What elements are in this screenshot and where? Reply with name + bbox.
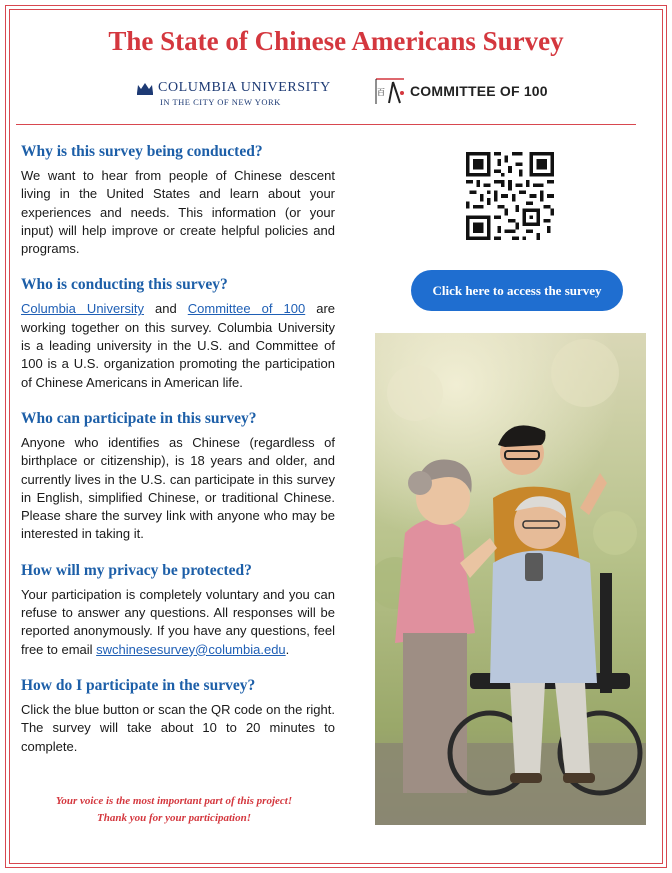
qr-code-icon[interactable] [466, 152, 554, 240]
committee-of-100-logo [374, 77, 548, 107]
body-who-participate: Anyone who identifies as Chinese (regardless of birthplace or citizenship), is 18 years and older, and currently lives in the U.S. can participate in this survey in English, simplified Chinese, or traditional Chinese. Please share the survey link with anyone who may be interested in taking it. [21, 434, 335, 542]
heading-privacy: How will my privacy be protected? [21, 561, 252, 579]
section-who-participate [21, 410, 335, 544]
header-divider [16, 124, 636, 125]
email-link[interactable]: swchinesesurvey@columbia.edu [96, 641, 286, 657]
page-title: The State of Chinese Americans Survey [108, 26, 564, 56]
access-survey-button[interactable]: Click here to access the survey [411, 270, 623, 311]
section-who-conducting [21, 276, 335, 391]
and-text: and [144, 301, 188, 317]
heading-how: How do I participate in the survey? [21, 676, 256, 694]
section-privacy [21, 562, 335, 659]
body-how: Click the blue button or scan the QR code on the right. The survey will take about 10 to 20 minutes to complete. [21, 701, 335, 754]
body-who-conducting [21, 300, 335, 391]
columbia-logo [136, 78, 331, 108]
columbia-link[interactable]: Columbia University [21, 301, 145, 317]
privacy-tail: . [285, 641, 290, 657]
body-privacy [21, 586, 335, 659]
who-conducting-text: are working together on this survey. Columbia University is a leading university in the U.S. and Committee of 100 is a U.S. organization promoting the participation of Chinese Americans in American life. [21, 301, 336, 390]
columbia-name: COLUMBIA UNIVERSITY [158, 80, 331, 95]
crown-icon [136, 81, 154, 95]
heading-who-participate: Who can participate in this survey? [21, 409, 257, 427]
columbia-subtitle: IN THE CITY OF NEW YORK [160, 97, 281, 107]
closing-line-1: Your voice is the most important part of this project! [55, 795, 293, 807]
section-how [21, 677, 335, 756]
c100-name: COMMITTEE OF 100 [410, 83, 548, 99]
privacy-text: Your participation is completely voluntary and you can refuse to answer any questions. All responses will be reported anonymously. If you have any questions, feel free to email [21, 586, 335, 657]
section-why [21, 143, 335, 258]
svg-text:百: 百 [377, 88, 385, 97]
closing-line-2: Thank you for your participation! [96, 812, 252, 824]
closing-message [30, 793, 318, 827]
family-photo [375, 333, 646, 825]
body-why: We want to hear from people of Chinese descent living in the United States and learn about your experiences and needs. This information (or your input) will help improve or create helpful policies and programs. [21, 168, 335, 257]
heading-who-conducting: Who is conducting this survey? [21, 276, 228, 294]
content-column [21, 143, 335, 774]
c100-mark-icon [374, 77, 406, 105]
heading-why: Why is this survey being conducted? [21, 143, 263, 160]
committee-link[interactable]: Committee of 100 [187, 301, 306, 317]
